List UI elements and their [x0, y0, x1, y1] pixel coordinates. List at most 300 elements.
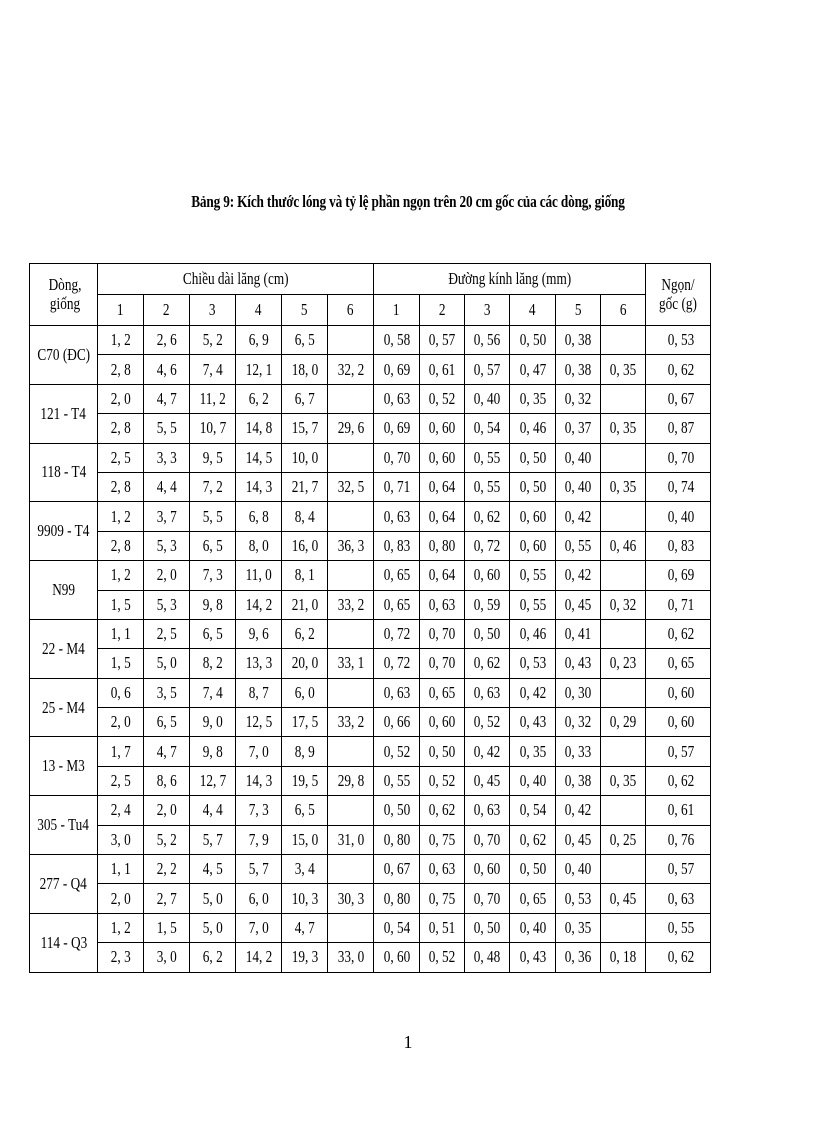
length-cell: 14, 2	[236, 590, 282, 619]
diameter-cell: 0, 72	[465, 531, 510, 560]
diameter-cell: 0, 32	[556, 708, 601, 737]
diameter-cell: 0, 69	[374, 414, 420, 443]
length-cell: 8, 4	[282, 502, 328, 531]
diameter-cell: 0, 42	[465, 737, 510, 766]
table-row	[30, 766, 711, 795]
diameter-cell: 0, 32	[556, 384, 601, 413]
diameter-cell: 0, 52	[420, 766, 465, 795]
diameter-cell: 0, 83	[374, 531, 420, 560]
length-cell: 7, 3	[190, 561, 236, 590]
header-diameter-group: Đường kính lăng (mm)	[374, 264, 646, 295]
length-cell	[328, 678, 374, 707]
ratio-cell: 0, 69	[646, 561, 711, 590]
length-cell: 6, 7	[282, 384, 328, 413]
table-row	[30, 884, 711, 913]
length-cell: 7, 2	[190, 472, 236, 501]
length-cell	[328, 561, 374, 590]
table-row	[30, 531, 711, 560]
table-title: Bảng 9: Kích thước lóng và tỷ lệ phần ngọn trên 20 cm gốc của các dòng, giống	[191, 192, 625, 211]
table-row	[30, 855, 711, 884]
length-cell: 5, 7	[236, 855, 282, 884]
diameter-cell	[601, 619, 646, 648]
diameter-cell: 0, 43	[510, 943, 556, 972]
table-row	[30, 355, 711, 384]
diameter-cell: 0, 54	[465, 414, 510, 443]
header-length-index-5: 5	[282, 295, 328, 326]
length-cell	[328, 796, 374, 825]
diameter-cell: 0, 67	[374, 855, 420, 884]
diameter-cell: 0, 75	[420, 825, 465, 854]
length-cell: 0, 6	[98, 678, 144, 707]
length-cell: 30, 3	[328, 884, 374, 913]
diameter-cell	[601, 855, 646, 884]
length-cell: 1, 2	[98, 561, 144, 590]
diameter-cell: 0, 72	[374, 619, 420, 648]
length-cell: 4, 7	[282, 913, 328, 942]
length-cell: 5, 5	[144, 414, 190, 443]
diameter-cell: 0, 52	[374, 737, 420, 766]
diameter-cell: 0, 64	[420, 502, 465, 531]
length-cell: 1, 2	[98, 913, 144, 942]
diameter-cell: 0, 53	[556, 884, 601, 913]
length-cell: 5, 7	[190, 825, 236, 854]
length-cell: 1, 2	[98, 502, 144, 531]
diameter-cell: 0, 35	[601, 355, 646, 384]
diameter-cell: 0, 69	[374, 355, 420, 384]
variety-cell: 114 - Q3	[30, 913, 98, 972]
length-cell: 11, 0	[236, 561, 282, 590]
length-cell: 13, 3	[236, 649, 282, 678]
diameter-cell: 0, 52	[420, 384, 465, 413]
diameter-cell: 0, 50	[465, 913, 510, 942]
length-cell	[328, 384, 374, 413]
diameter-cell: 0, 70	[374, 443, 420, 472]
length-cell: 7, 4	[190, 355, 236, 384]
ratio-cell: 0, 62	[646, 943, 711, 972]
length-cell: 2, 8	[98, 355, 144, 384]
variety-cell: 118 - T4	[30, 443, 98, 502]
table-row	[30, 737, 711, 766]
table-row	[30, 502, 711, 531]
table-row	[30, 561, 711, 590]
diameter-cell: 0, 30	[556, 678, 601, 707]
length-cell: 8, 1	[282, 561, 328, 590]
length-cell: 4, 5	[190, 855, 236, 884]
length-cell: 18, 0	[282, 355, 328, 384]
header-ratio: Ngọn/ gốc (g)	[646, 264, 711, 326]
length-cell: 2, 7	[144, 884, 190, 913]
diameter-cell: 0, 42	[510, 678, 556, 707]
diameter-cell: 0, 57	[465, 355, 510, 384]
diameter-cell: 0, 57	[420, 326, 465, 355]
ratio-cell: 0, 74	[646, 472, 711, 501]
length-cell: 6, 8	[236, 502, 282, 531]
table-row	[30, 708, 711, 737]
ratio-cell: 0, 87	[646, 414, 711, 443]
length-cell: 1, 1	[98, 619, 144, 648]
diameter-cell: 0, 36	[556, 943, 601, 972]
length-cell: 8, 9	[282, 737, 328, 766]
length-cell: 5, 3	[144, 590, 190, 619]
variety-cell: 22 - M4	[30, 619, 98, 678]
ratio-cell: 0, 40	[646, 502, 711, 531]
length-cell: 8, 6	[144, 766, 190, 795]
diameter-cell: 0, 58	[374, 326, 420, 355]
diameter-cell: 0, 71	[374, 472, 420, 501]
length-cell: 8, 2	[190, 649, 236, 678]
length-cell	[328, 737, 374, 766]
diameter-cell: 0, 18	[601, 943, 646, 972]
length-cell: 7, 0	[236, 913, 282, 942]
length-cell: 5, 2	[144, 825, 190, 854]
diameter-cell: 0, 40	[556, 855, 601, 884]
length-cell: 29, 8	[328, 766, 374, 795]
variety-cell: 277 - Q4	[30, 855, 98, 914]
length-cell: 7, 4	[190, 678, 236, 707]
length-cell: 10, 0	[282, 443, 328, 472]
length-cell: 14, 3	[236, 472, 282, 501]
diameter-cell: 0, 55	[510, 561, 556, 590]
diameter-cell	[601, 502, 646, 531]
diameter-cell: 0, 75	[420, 884, 465, 913]
length-cell: 21, 7	[282, 472, 328, 501]
length-cell: 10, 7	[190, 414, 236, 443]
length-cell	[328, 619, 374, 648]
diameter-cell: 0, 63	[374, 678, 420, 707]
length-cell: 2, 0	[98, 708, 144, 737]
length-cell: 14, 2	[236, 943, 282, 972]
variety-cell: C70 (ĐC)	[30, 326, 98, 385]
diameter-cell: 0, 64	[420, 561, 465, 590]
diameter-cell: 0, 48	[465, 943, 510, 972]
diameter-cell: 0, 66	[374, 708, 420, 737]
length-cell: 1, 5	[98, 649, 144, 678]
length-cell: 2, 8	[98, 531, 144, 560]
length-cell: 3, 0	[144, 943, 190, 972]
ratio-cell: 0, 62	[646, 766, 711, 795]
length-cell: 2, 6	[144, 326, 190, 355]
diameter-cell: 0, 63	[420, 855, 465, 884]
diameter-cell: 0, 52	[465, 708, 510, 737]
diameter-cell: 0, 56	[465, 326, 510, 355]
table-body	[30, 264, 711, 973]
diameter-cell: 0, 70	[420, 649, 465, 678]
length-cell: 2, 5	[144, 619, 190, 648]
diameter-cell: 0, 35	[601, 766, 646, 795]
diameter-cell: 0, 45	[465, 766, 510, 795]
length-cell: 2, 0	[144, 561, 190, 590]
ratio-cell: 0, 62	[646, 355, 711, 384]
diameter-cell: 0, 62	[465, 502, 510, 531]
diameter-cell: 0, 65	[374, 561, 420, 590]
length-cell: 2, 0	[144, 796, 190, 825]
length-cell: 6, 2	[236, 384, 282, 413]
ratio-cell: 0, 76	[646, 825, 711, 854]
diameter-cell: 0, 63	[465, 678, 510, 707]
diameter-cell: 0, 50	[510, 443, 556, 472]
diameter-cell: 0, 41	[556, 619, 601, 648]
diameter-cell: 0, 80	[374, 884, 420, 913]
length-cell: 12, 1	[236, 355, 282, 384]
diameter-cell: 0, 60	[420, 708, 465, 737]
diameter-cell: 0, 40	[465, 384, 510, 413]
ratio-cell: 0, 53	[646, 326, 711, 355]
diameter-cell: 0, 55	[510, 590, 556, 619]
diameter-cell: 0, 55	[374, 766, 420, 795]
length-cell: 2, 8	[98, 472, 144, 501]
diameter-cell: 0, 51	[420, 913, 465, 942]
length-cell: 15, 7	[282, 414, 328, 443]
length-cell: 8, 7	[236, 678, 282, 707]
header-row-groups	[30, 264, 711, 295]
length-cell: 11, 2	[190, 384, 236, 413]
diameter-cell	[601, 737, 646, 766]
diameter-cell	[601, 326, 646, 355]
length-cell: 6, 5	[282, 796, 328, 825]
header-diameter-index-1: 1	[374, 295, 420, 326]
length-cell: 20, 0	[282, 649, 328, 678]
header-diameter-index-2: 2	[420, 295, 465, 326]
length-cell: 1, 2	[98, 326, 144, 355]
length-cell: 5, 0	[144, 649, 190, 678]
diameter-cell: 0, 47	[510, 355, 556, 384]
page-number: 1	[403, 1032, 413, 1052]
length-cell	[328, 913, 374, 942]
diameter-cell: 0, 63	[465, 796, 510, 825]
length-cell: 9, 5	[190, 443, 236, 472]
length-cell: 4, 4	[190, 796, 236, 825]
diameter-cell: 0, 50	[465, 619, 510, 648]
length-cell: 1, 1	[98, 855, 144, 884]
diameter-cell: 0, 35	[510, 384, 556, 413]
diameter-cell: 0, 55	[465, 443, 510, 472]
table-row	[30, 384, 711, 413]
ratio-cell: 0, 57	[646, 737, 711, 766]
length-cell: 7, 9	[236, 825, 282, 854]
diameter-cell: 0, 64	[420, 472, 465, 501]
variety-cell: N99	[30, 561, 98, 620]
length-cell: 33, 0	[328, 943, 374, 972]
diameter-cell: 0, 63	[374, 502, 420, 531]
length-cell: 3, 4	[282, 855, 328, 884]
diameter-cell	[601, 561, 646, 590]
length-cell: 9, 6	[236, 619, 282, 648]
diameter-cell: 0, 65	[374, 590, 420, 619]
header-length-index-4: 4	[236, 295, 282, 326]
length-cell: 6, 5	[144, 708, 190, 737]
length-cell: 36, 3	[328, 531, 374, 560]
length-cell: 1, 7	[98, 737, 144, 766]
length-cell: 4, 7	[144, 384, 190, 413]
diameter-cell: 0, 60	[420, 414, 465, 443]
length-cell: 5, 3	[144, 531, 190, 560]
length-cell: 4, 6	[144, 355, 190, 384]
length-cell: 9, 0	[190, 708, 236, 737]
ratio-cell: 0, 71	[646, 590, 711, 619]
variety-cell: 9909 - T4	[30, 502, 98, 561]
variety-cell: 25 - M4	[30, 678, 98, 737]
ratio-cell: 0, 63	[646, 884, 711, 913]
length-cell: 3, 7	[144, 502, 190, 531]
length-cell: 2, 8	[98, 414, 144, 443]
table-row	[30, 414, 711, 443]
length-cell: 6, 2	[282, 619, 328, 648]
length-cell: 31, 0	[328, 825, 374, 854]
ratio-cell: 0, 67	[646, 384, 711, 413]
table-row	[30, 796, 711, 825]
diameter-cell: 0, 80	[374, 825, 420, 854]
header-length-index-1: 1	[98, 295, 144, 326]
table-row	[30, 619, 711, 648]
diameter-cell: 0, 38	[556, 355, 601, 384]
length-cell: 4, 7	[144, 737, 190, 766]
variety-cell: 305 - Tu4	[30, 796, 98, 855]
length-cell: 19, 3	[282, 943, 328, 972]
length-cell: 8, 0	[236, 531, 282, 560]
diameter-cell: 0, 59	[465, 590, 510, 619]
length-cell: 5, 0	[190, 913, 236, 942]
diameter-cell: 0, 52	[420, 943, 465, 972]
length-cell: 33, 1	[328, 649, 374, 678]
ratio-cell: 0, 61	[646, 796, 711, 825]
diameter-cell: 0, 72	[374, 649, 420, 678]
diameter-cell: 0, 40	[510, 766, 556, 795]
header-diameter-index-6: 6	[601, 295, 646, 326]
length-cell: 15, 0	[282, 825, 328, 854]
diameter-cell: 0, 43	[556, 649, 601, 678]
diameter-cell: 0, 32	[601, 590, 646, 619]
diameter-cell: 0, 40	[556, 472, 601, 501]
header-row-indices	[30, 295, 711, 326]
diameter-cell: 0, 38	[556, 326, 601, 355]
diameter-cell: 0, 60	[465, 855, 510, 884]
variety-cell: 13 - M3	[30, 737, 98, 796]
length-cell: 14, 5	[236, 443, 282, 472]
header-diameter-index-5: 5	[556, 295, 601, 326]
length-cell: 5, 0	[190, 884, 236, 913]
length-cell: 7, 3	[236, 796, 282, 825]
variety-cell: 121 - T4	[30, 384, 98, 443]
length-cell: 29, 6	[328, 414, 374, 443]
diameter-cell: 0, 35	[601, 414, 646, 443]
ratio-cell: 0, 60	[646, 708, 711, 737]
length-cell: 17, 5	[282, 708, 328, 737]
length-cell: 1, 5	[98, 590, 144, 619]
diameter-cell: 0, 62	[465, 649, 510, 678]
length-cell: 2, 0	[98, 384, 144, 413]
length-cell: 6, 2	[190, 943, 236, 972]
table-row	[30, 678, 711, 707]
ratio-cell: 0, 60	[646, 678, 711, 707]
table-row	[30, 590, 711, 619]
table-row	[30, 326, 711, 355]
diameter-cell: 0, 70	[420, 619, 465, 648]
diameter-cell: 0, 43	[510, 708, 556, 737]
length-cell: 32, 5	[328, 472, 374, 501]
diameter-cell: 0, 62	[510, 825, 556, 854]
diameter-cell: 0, 54	[374, 913, 420, 942]
length-cell: 5, 5	[190, 502, 236, 531]
table-row	[30, 443, 711, 472]
diameter-cell: 0, 50	[374, 796, 420, 825]
header-variety: Dòng, giống	[30, 264, 98, 326]
length-cell: 3, 0	[98, 825, 144, 854]
length-cell: 4, 4	[144, 472, 190, 501]
table-row	[30, 649, 711, 678]
table-row	[30, 825, 711, 854]
length-cell: 2, 3	[98, 943, 144, 972]
length-cell: 3, 3	[144, 443, 190, 472]
length-cell	[328, 443, 374, 472]
length-cell: 2, 4	[98, 796, 144, 825]
length-cell: 6, 5	[190, 531, 236, 560]
diameter-cell: 0, 42	[556, 502, 601, 531]
header-length-index-3: 3	[190, 295, 236, 326]
diameter-cell: 0, 70	[465, 884, 510, 913]
length-cell: 14, 8	[236, 414, 282, 443]
length-cell: 9, 8	[190, 737, 236, 766]
diameter-cell	[601, 384, 646, 413]
diameter-cell: 0, 35	[601, 472, 646, 501]
diameter-cell: 0, 65	[510, 884, 556, 913]
length-cell	[328, 326, 374, 355]
length-cell: 6, 5	[282, 326, 328, 355]
diameter-cell: 0, 45	[556, 825, 601, 854]
diameter-cell: 0, 45	[601, 884, 646, 913]
diameter-cell: 0, 40	[556, 443, 601, 472]
diameter-cell: 0, 53	[510, 649, 556, 678]
diameter-cell	[601, 443, 646, 472]
diameter-cell: 0, 38	[556, 766, 601, 795]
length-cell: 6, 0	[236, 884, 282, 913]
diameter-cell: 0, 61	[420, 355, 465, 384]
table-row	[30, 472, 711, 501]
header-diameter-index-3: 3	[465, 295, 510, 326]
header-length-group: Chiều dài lăng (cm)	[98, 264, 374, 295]
ratio-cell: 0, 57	[646, 855, 711, 884]
diameter-cell: 0, 46	[510, 414, 556, 443]
diameter-cell: 0, 35	[510, 737, 556, 766]
diameter-cell: 0, 70	[465, 825, 510, 854]
diameter-cell: 0, 63	[420, 590, 465, 619]
header-diameter-index-4: 4	[510, 295, 556, 326]
ratio-cell: 0, 70	[646, 443, 711, 472]
diameter-cell: 0, 54	[510, 796, 556, 825]
length-cell: 32, 2	[328, 355, 374, 384]
diameter-cell: 0, 45	[556, 590, 601, 619]
diameter-cell: 0, 25	[601, 825, 646, 854]
diameter-cell: 0, 60	[374, 943, 420, 972]
diameter-cell: 0, 23	[601, 649, 646, 678]
length-cell	[328, 502, 374, 531]
diameter-cell: 0, 46	[510, 619, 556, 648]
diameter-cell: 0, 62	[420, 796, 465, 825]
ratio-cell: 0, 55	[646, 913, 711, 942]
length-cell: 16, 0	[282, 531, 328, 560]
length-cell: 2, 5	[98, 766, 144, 795]
diameter-cell: 0, 29	[601, 708, 646, 737]
length-cell: 14, 3	[236, 766, 282, 795]
length-cell: 6, 0	[282, 678, 328, 707]
header-length-index-6: 6	[328, 295, 374, 326]
diameter-cell: 0, 33	[556, 737, 601, 766]
diameter-cell: 0, 37	[556, 414, 601, 443]
length-cell: 2, 2	[144, 855, 190, 884]
diameter-cell: 0, 40	[510, 913, 556, 942]
diameter-cell: 0, 60	[510, 502, 556, 531]
diameter-cell: 0, 42	[556, 561, 601, 590]
length-cell	[328, 855, 374, 884]
